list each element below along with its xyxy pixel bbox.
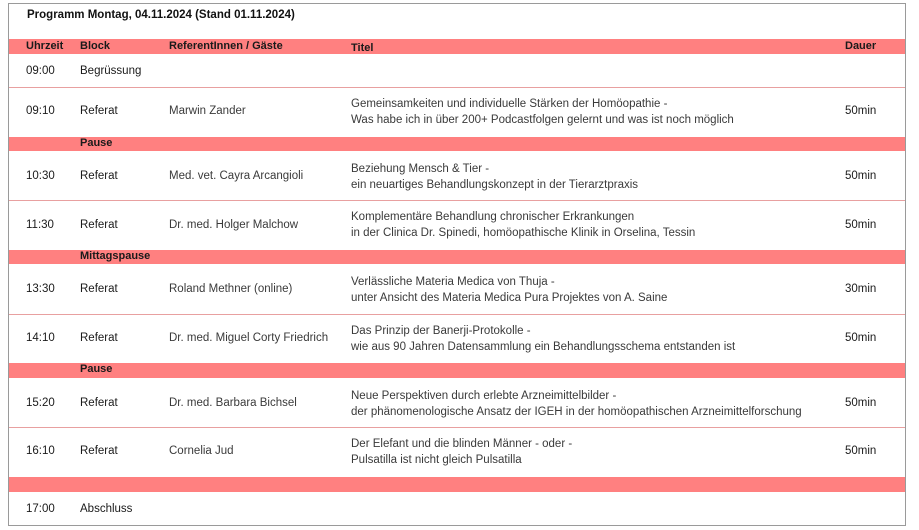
- row-time: 14:10: [26, 332, 55, 344]
- row-referent: Med. vet. Cayra Arcangioli: [169, 170, 304, 182]
- row-title-line1: Das Prinzip der Banerji-Protokolle -: [351, 325, 531, 337]
- row-block: Referat: [80, 105, 118, 117]
- table-row: [9, 201, 905, 250]
- header-time: Uhrzeit: [26, 40, 64, 52]
- header-duration: Dauer: [845, 40, 877, 52]
- pause-row: [9, 363, 905, 378]
- row-time: 17:00: [26, 503, 55, 515]
- row-time: 15:20: [26, 397, 55, 409]
- row-time: 10:30: [26, 170, 55, 182]
- header-title: Titel: [351, 42, 374, 54]
- table-row: [9, 428, 905, 477]
- page-title: Programm Montag, 04.11.2024 (Stand 01.11.2024): [27, 9, 295, 21]
- header-referent: ReferentInnen / Gäste: [169, 40, 283, 52]
- row-referent: Roland Methner (online): [169, 283, 293, 295]
- row-title-line2: unter Ansicht des Materia Medica Pura Projektes von A. Saine: [351, 292, 668, 304]
- row-duration: 50min: [845, 170, 877, 182]
- table-row: [9, 88, 905, 137]
- row-block: Referat: [80, 170, 118, 182]
- table-row: [9, 492, 905, 525]
- pause-row: [9, 250, 905, 264]
- row-time: 13:30: [26, 283, 55, 295]
- row-title-line1: Neue Perspektiven durch erlebte Arzneimittelbilder -: [351, 390, 617, 402]
- row-duration: 50min: [845, 397, 877, 409]
- row-title-line2: in der Clinica Dr. Spinedi, homöopathische Klinik in Orselina, Tessin: [351, 227, 696, 239]
- header-block: Block: [80, 40, 110, 52]
- row-referent: Dr. med. Barbara Bichsel: [169, 397, 297, 409]
- pause-row: [9, 137, 905, 151]
- row-referent: Marwin Zander: [169, 105, 246, 117]
- pause-row: [9, 477, 905, 492]
- table-row: [9, 315, 905, 363]
- row-title-line1: Komplementäre Behandlung chronischer Erkrankungen: [351, 211, 635, 223]
- row-referent: Cornelia Jud: [169, 445, 234, 457]
- row-duration: 30min: [845, 283, 877, 295]
- row-title-line1: Beziehung Mensch & Tier -: [351, 163, 490, 175]
- row-duration: 50min: [845, 445, 877, 457]
- row-time: 09:00: [26, 65, 55, 77]
- row-title-line1: Der Elefant und die blinden Männer - oder -: [351, 438, 573, 450]
- row-block: Abschluss: [80, 503, 133, 515]
- table-row: [9, 151, 905, 201]
- pause-label: Pause: [80, 363, 113, 375]
- row-duration: 50min: [845, 332, 877, 344]
- row-duration: 50min: [845, 219, 877, 231]
- row-time: 09:10: [26, 105, 55, 117]
- row-title-line2: wie aus 90 Jahren Datensammlung ein Behandlungsschema entstanden ist: [351, 341, 736, 353]
- table-row: [9, 378, 905, 428]
- row-title-line2: ein neuartiges Behandlungskonzept in der Tierarztpraxis: [351, 179, 639, 191]
- row-title-line1: Gemeinsamkeiten und individuelle Stärken der Homöopathie -: [351, 98, 668, 110]
- row-title-line2: der phänomenologische Ansatz der IGEH in der homöopathischen Arzneimittelforschung: [351, 406, 802, 418]
- row-time: 11:30: [26, 219, 54, 231]
- row-block: Referat: [80, 445, 118, 457]
- row-block: Referat: [80, 332, 118, 344]
- row-title-line1: Verlässliche Materia Medica von Thuja -: [351, 276, 555, 288]
- pause-label: Mittagspause: [80, 250, 151, 262]
- row-title-line2: Was habe ich in über 200+ Podcastfolgen gelernt und was ist noch möglich: [351, 114, 734, 126]
- pause-label: Pause: [80, 137, 113, 149]
- table-row: [9, 264, 905, 315]
- row-block: Referat: [80, 397, 118, 409]
- row-block: Referat: [80, 283, 118, 295]
- row-duration: 50min: [845, 105, 877, 117]
- row-referent: Dr. med. Miguel Corty Friedrich: [169, 332, 329, 344]
- row-block: Begrüssung: [80, 65, 142, 77]
- row-block: Referat: [80, 219, 118, 231]
- table-header: [9, 39, 905, 54]
- table-row: [9, 54, 905, 88]
- row-time: 16:10: [26, 445, 55, 457]
- row-title-line2: Pulsatilla ist nicht gleich Pulsatilla: [351, 454, 522, 466]
- row-referent: Dr. med. Holger Malchow: [169, 219, 299, 231]
